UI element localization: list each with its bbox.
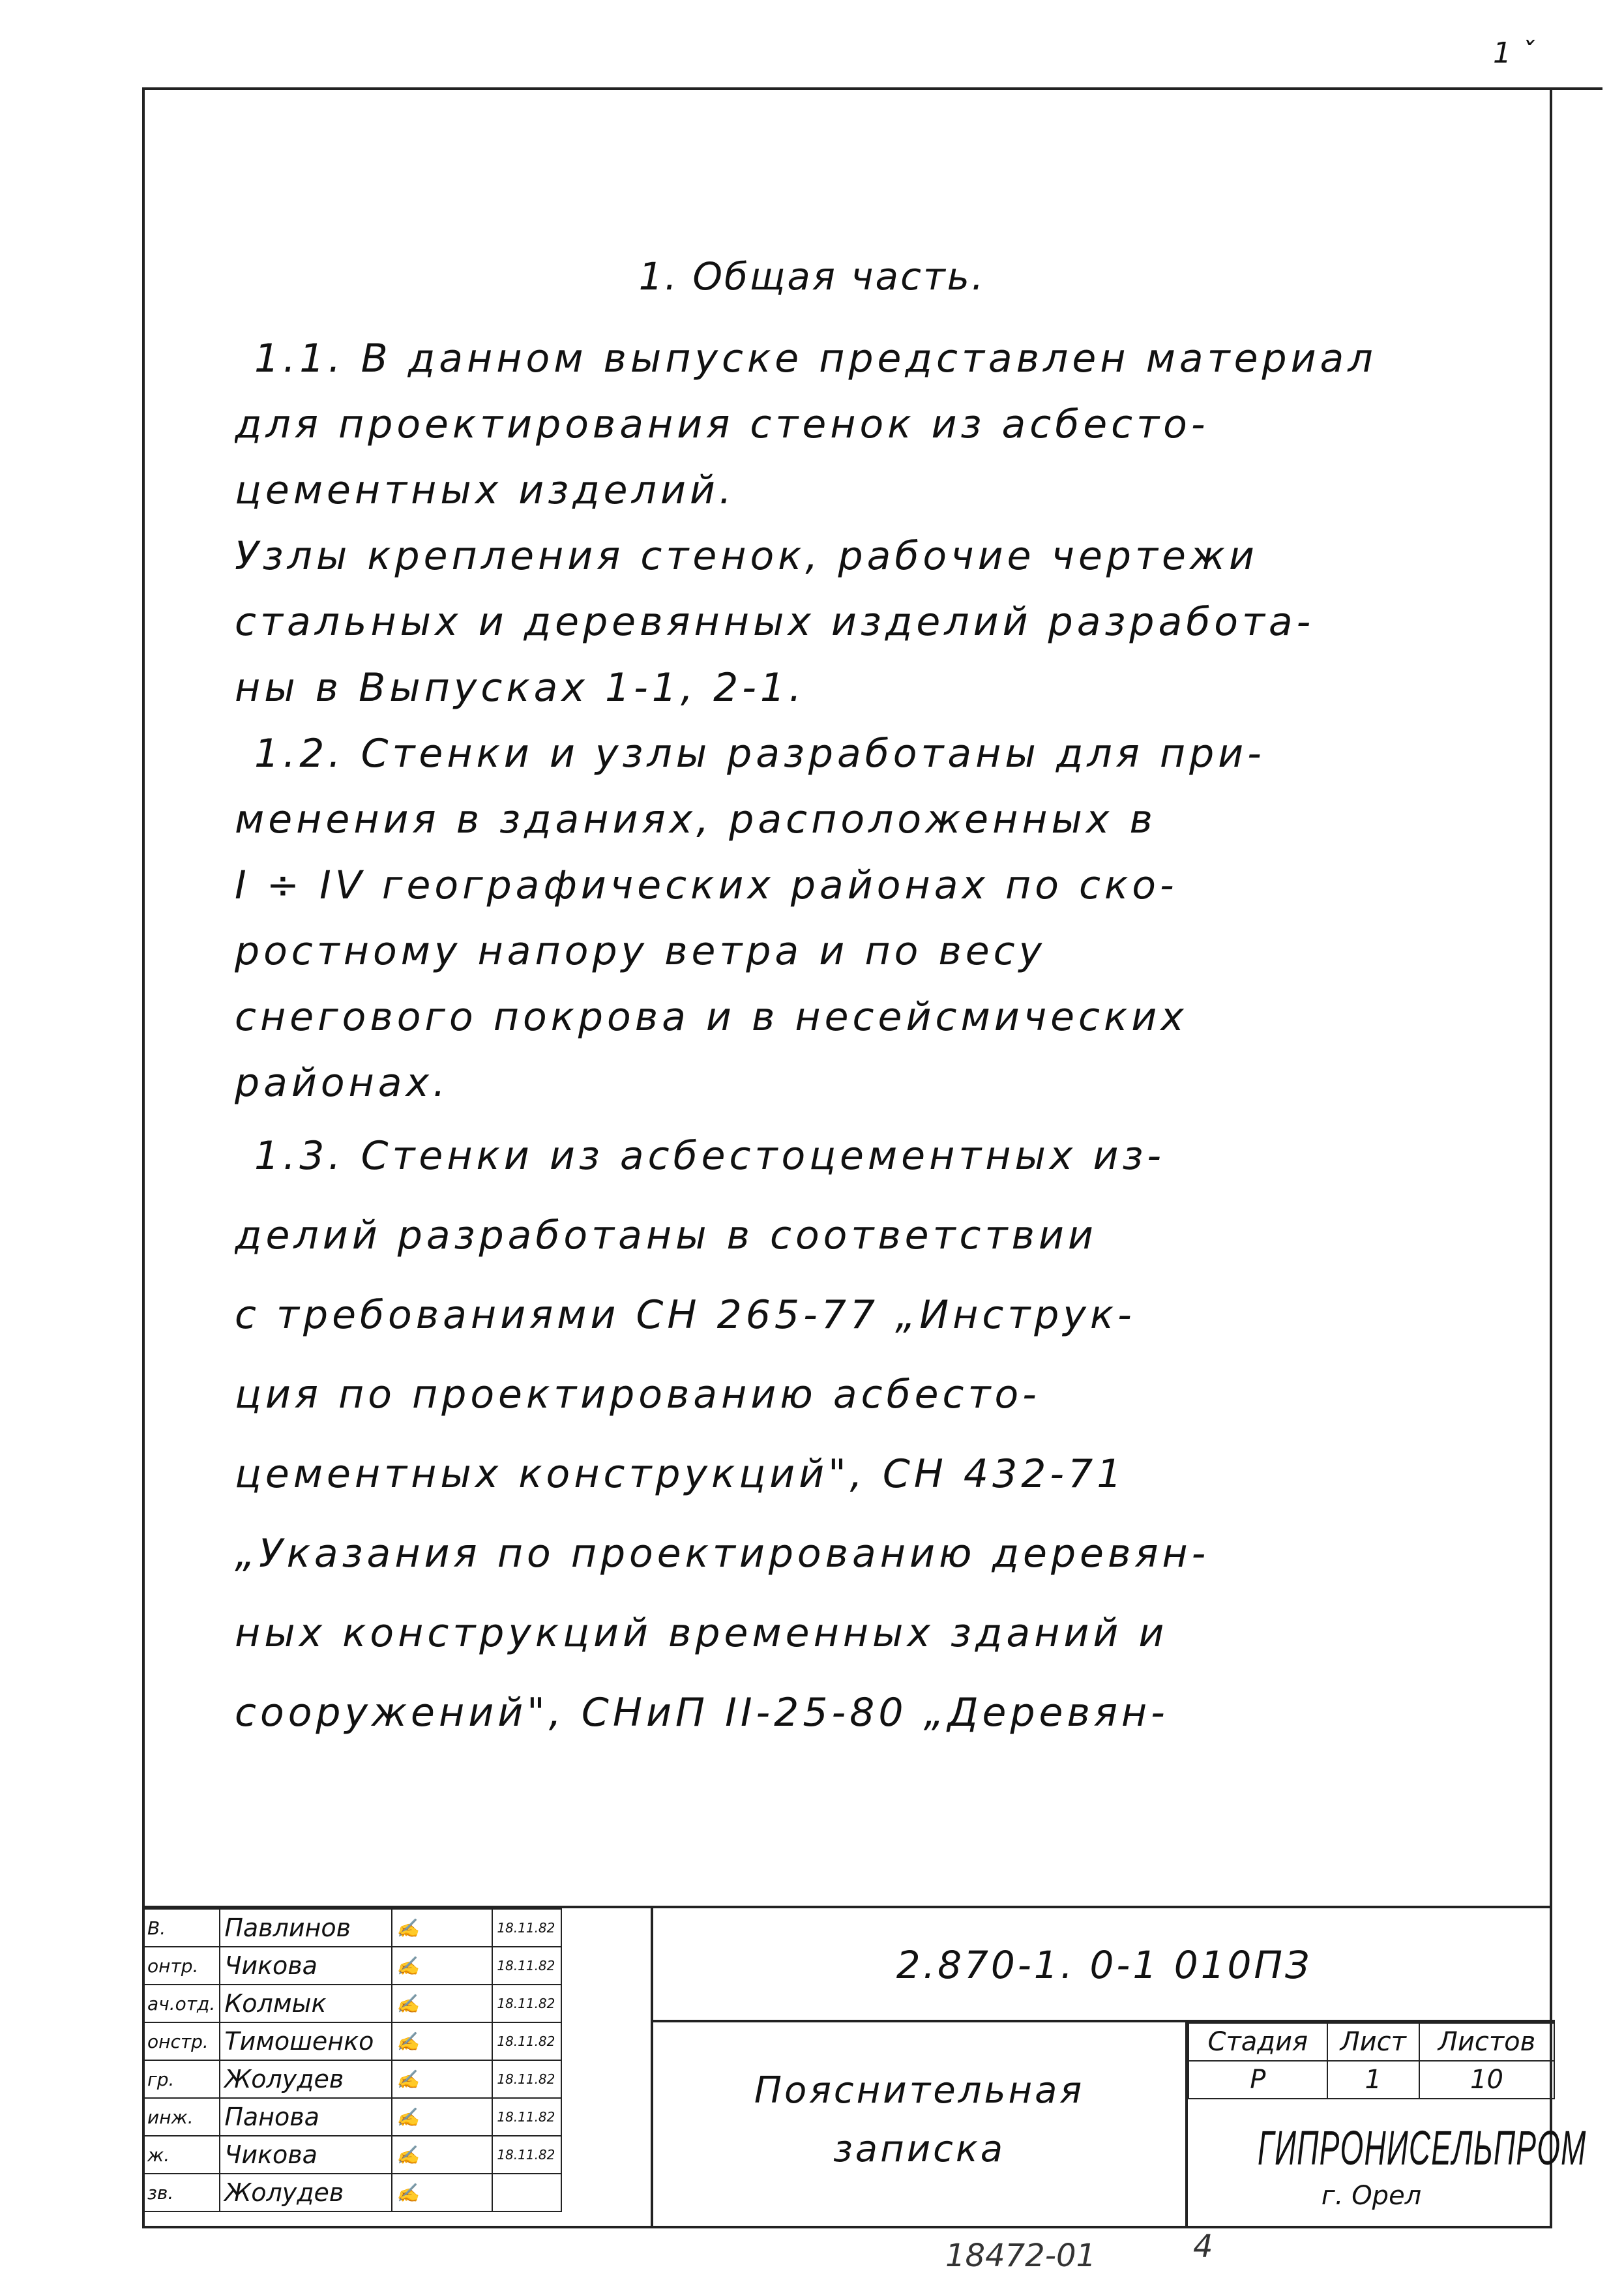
organization xyxy=(1188,2101,1587,2228)
body-line: снегового покрова и в несейсмических xyxy=(235,994,1188,1040)
signature-name: Панова xyxy=(220,2098,392,2136)
page-number: 4 xyxy=(1193,2228,1213,2265)
body-line: стальных и деревянных изделий разработа- xyxy=(235,599,1315,645)
section-title: 1. Общая часть. xyxy=(638,254,986,299)
signature-mark: ✍ xyxy=(392,2022,492,2060)
signature-row xyxy=(143,2022,561,2060)
document-code: 2.870-1. 0-1 010ПЗ xyxy=(653,1908,1555,2022)
signature-date: 18.11.82 xyxy=(492,2022,561,2060)
body-line: районах. xyxy=(235,1060,450,1106)
signature-role: ач.отд. xyxy=(143,1985,220,2022)
body-line: „Указания по проектированию деревян- xyxy=(235,1531,1210,1576)
signature-row xyxy=(143,2174,561,2211)
signature-row xyxy=(143,1947,561,1985)
corner-mark: 1 ˇ xyxy=(1493,37,1535,70)
signature-date: 18.11.82 xyxy=(492,1947,561,1985)
signature-mark: ✍ xyxy=(392,2174,492,2211)
body-line: 1.2. Стенки и узлы разработаны для при- xyxy=(254,731,1265,776)
title-block xyxy=(142,1906,1587,2228)
body-line: ных конструкций временных зданий и xyxy=(235,1610,1168,1656)
body-line: 1.3. Стенки из асбестоцементных из- xyxy=(254,1133,1165,1179)
signature-role: ж. xyxy=(143,2136,220,2174)
body-text xyxy=(235,326,1526,1752)
signature-table xyxy=(142,1908,562,2212)
body-line: Узлы крепления стенок, рабочие чертежи xyxy=(235,533,1258,579)
signature-mark: ✍ xyxy=(392,2136,492,2174)
title-block-right xyxy=(651,1908,1587,2228)
signature-mark: ✍ xyxy=(392,1985,492,2022)
body-line: ны в Выпусках 1-1, 2-1. xyxy=(235,665,806,711)
stage-header: Стадия xyxy=(1188,2023,1327,2061)
signature-role: гр. xyxy=(143,2060,220,2098)
document-name-line1: Пояснительная xyxy=(754,2069,1085,2112)
body-line: ция по проектированию асбесто- xyxy=(235,1372,1041,1417)
sheet-header: Лист xyxy=(1327,2023,1419,2061)
signature-role: В. xyxy=(143,1909,220,1947)
archive-number: 18472-01 xyxy=(945,2238,1097,2274)
signature-name: Колмык xyxy=(220,1985,392,2022)
signature-role: онтр. xyxy=(143,1947,220,1985)
stage-table xyxy=(1188,2022,1555,2099)
signature-name: Чикова xyxy=(220,2136,392,2174)
body-line: для проектирования стенок из асбесто- xyxy=(235,402,1209,447)
signature-mark: ✍ xyxy=(392,1909,492,1947)
signature-date: 18.11.82 xyxy=(492,1909,561,1947)
body-line: I ÷ IV географических районах по ско- xyxy=(235,863,1178,908)
signature-date xyxy=(492,2174,561,2211)
stage-value: Р xyxy=(1188,2061,1327,2099)
signature-name: Чикова xyxy=(220,1947,392,1985)
signature-name: Павлинов xyxy=(220,1909,392,1947)
body-line: делий разработаны в соответствии xyxy=(235,1213,1097,1258)
body-line: ростному напору ветра и по весу xyxy=(235,928,1046,974)
signature-row xyxy=(143,2098,561,2136)
signature-mark: ✍ xyxy=(392,2060,492,2098)
signature-row xyxy=(143,2060,561,2098)
signature-date: 18.11.82 xyxy=(492,2136,561,2174)
signature-name: Тимошенко xyxy=(220,2022,392,2060)
body-line: цементных изделий. xyxy=(235,467,735,513)
signature-name: Жолудев xyxy=(220,2060,392,2098)
signature-mark: ✍ xyxy=(392,2098,492,2136)
signature-row xyxy=(143,2136,561,2174)
body-line: сооружений", СНиП II-25-80 „Деревян- xyxy=(235,1690,1169,1736)
body-line: цементных конструкций", СН 432-71 xyxy=(235,1451,1126,1497)
signature-row xyxy=(143,1909,561,1947)
signature-role: инж. xyxy=(143,2098,220,2136)
signature-name: Жолудев xyxy=(220,2174,392,2211)
body-line: 1.1. В данном выпуске представлен материал xyxy=(254,336,1377,381)
signature-role: онстр. xyxy=(143,2022,220,2060)
signature-mark: ✍ xyxy=(392,1947,492,1985)
sheets-header: Листов xyxy=(1419,2023,1554,2061)
signature-row xyxy=(143,1985,561,2022)
document-name-line2: записка xyxy=(833,2128,1006,2170)
body-line: менения в зданиях, расположенных в xyxy=(235,797,1157,842)
document-name xyxy=(653,2022,1188,2228)
signature-date: 18.11.82 xyxy=(492,2098,561,2136)
organization-name: ГИПРОНИСЕЛЬПРОМ xyxy=(1257,2121,1587,2175)
signature-date: 18.11.82 xyxy=(492,2060,561,2098)
signature-role: зв. xyxy=(143,2174,220,2211)
body-line: с требованиями СН 265-77 „Инструк- xyxy=(235,1292,1136,1338)
sheet-value: 1 xyxy=(1327,2061,1419,2099)
organization-city: г. Орел xyxy=(1321,2181,1422,2211)
sheets-value: 10 xyxy=(1419,2061,1554,2099)
signature-date: 18.11.82 xyxy=(492,1985,561,2022)
